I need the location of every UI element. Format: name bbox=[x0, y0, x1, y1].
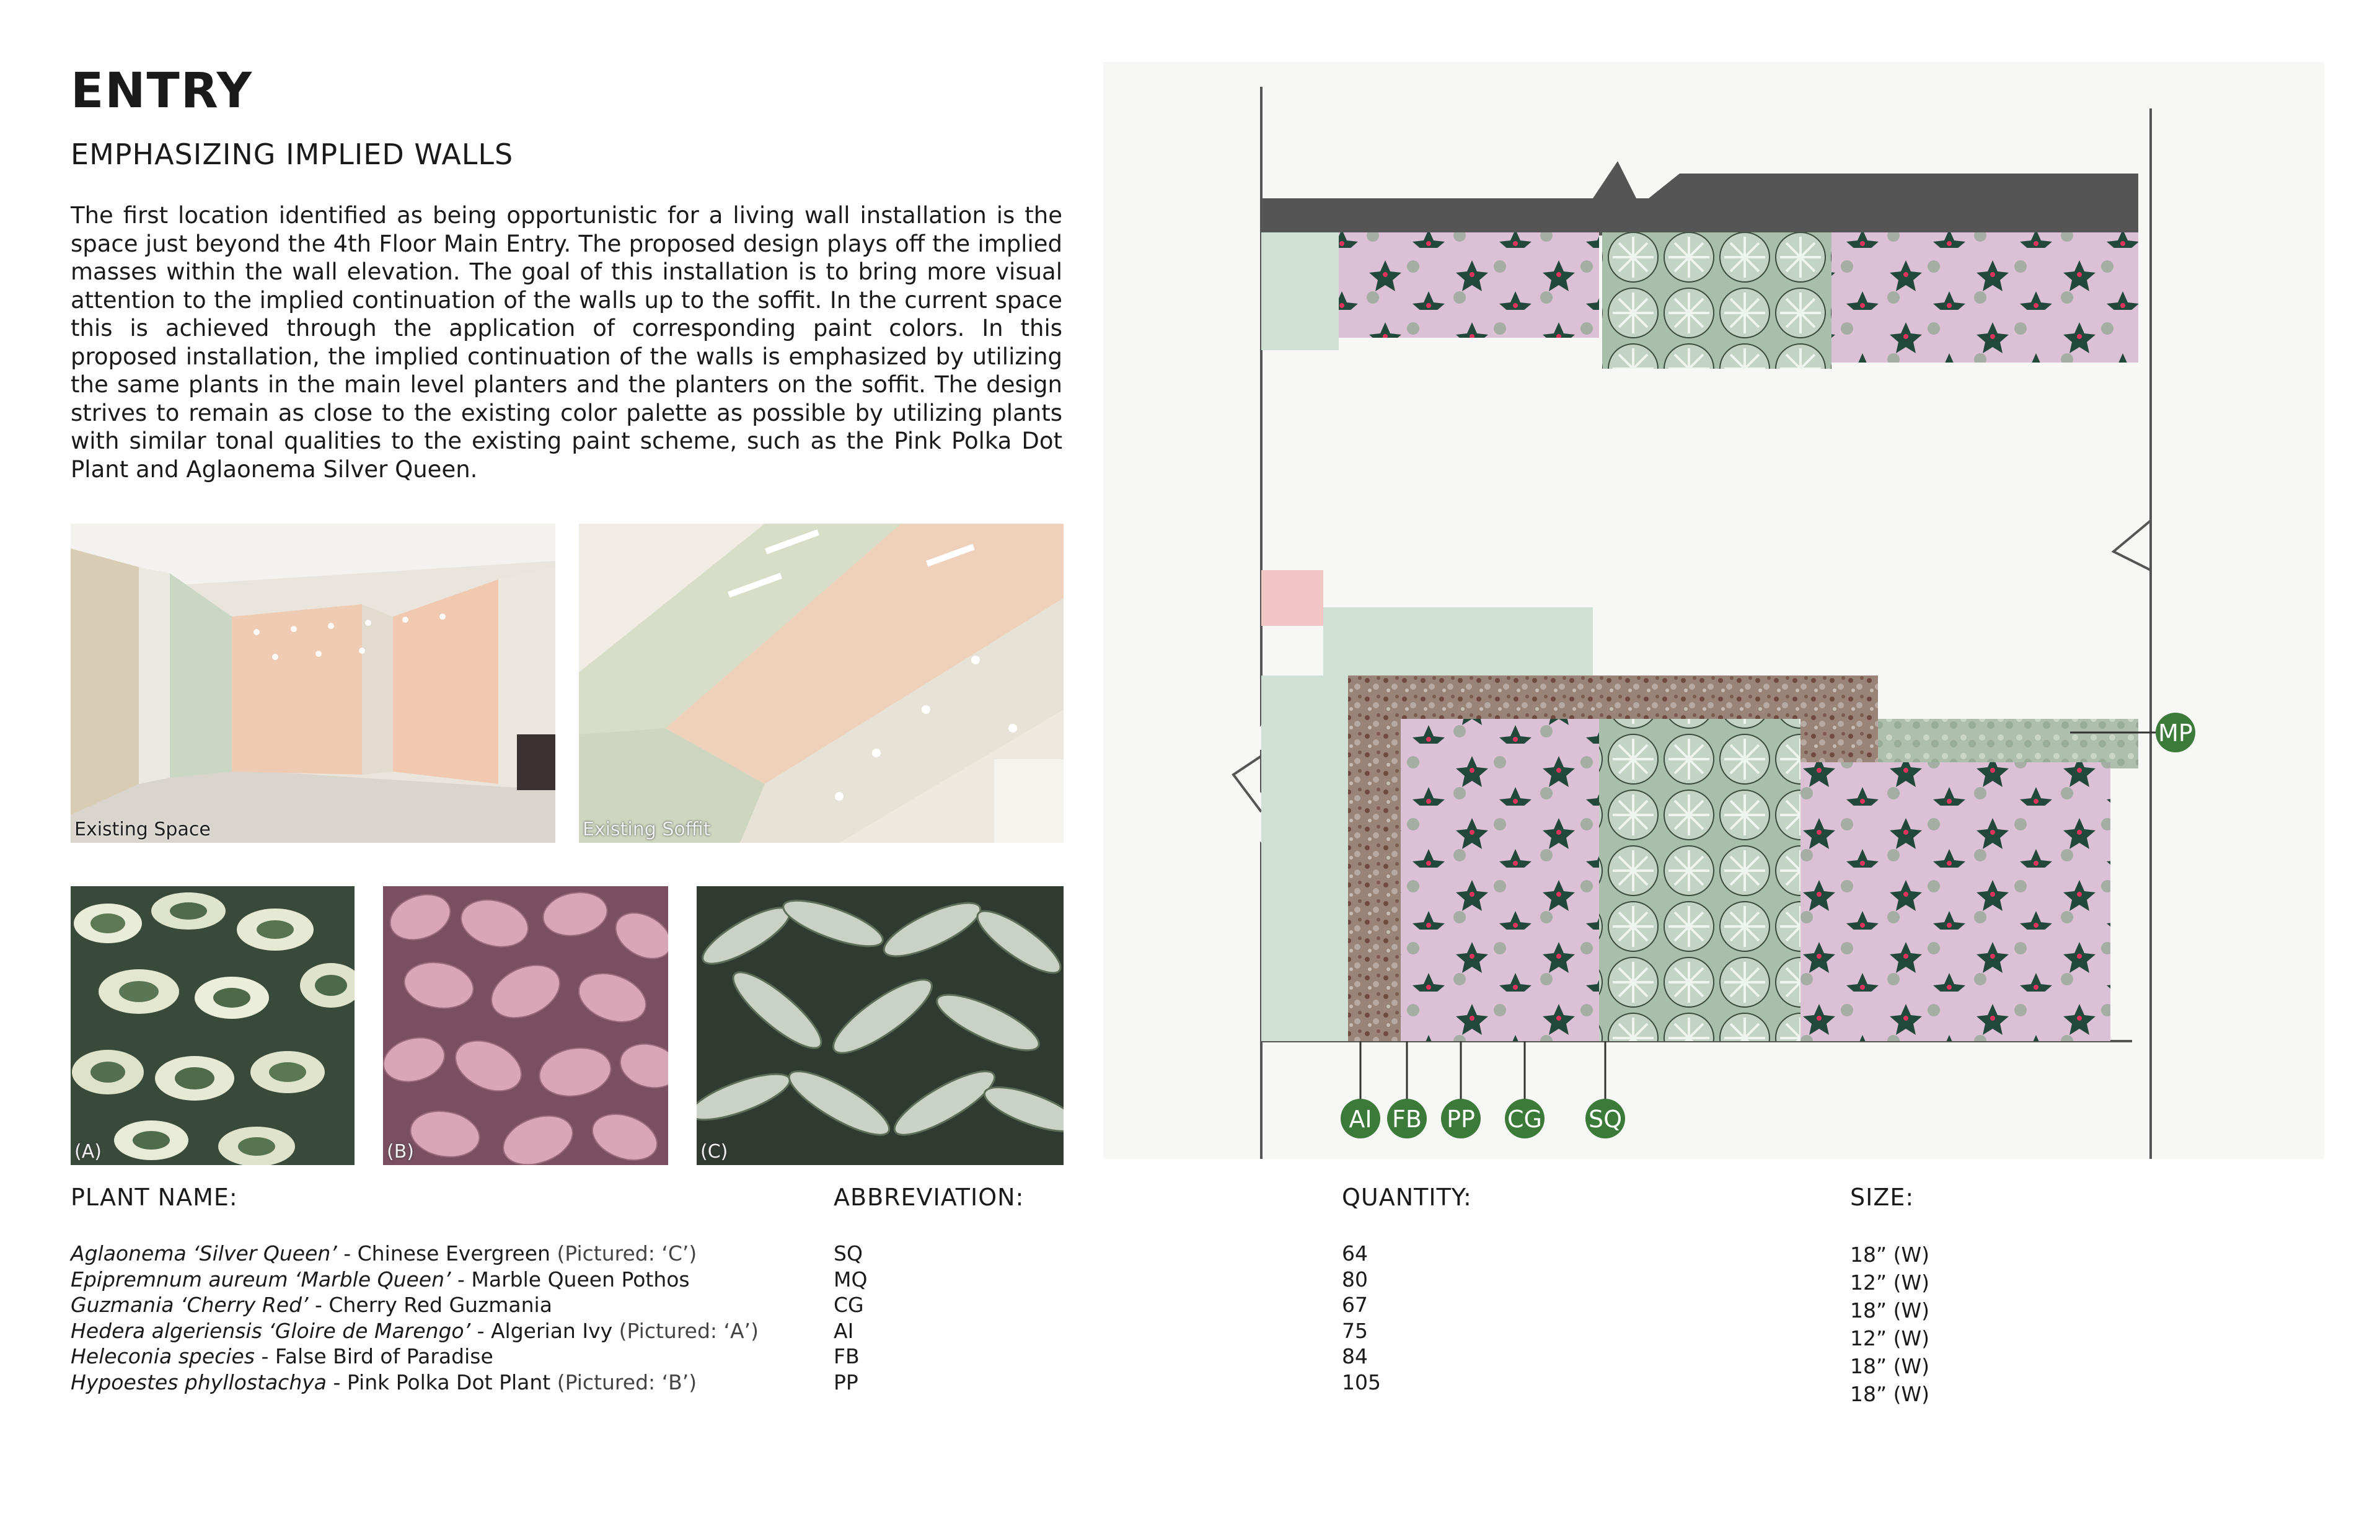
svg-text:SQ: SQ bbox=[1588, 1106, 1623, 1133]
quantity-cell: 105 bbox=[1342, 1370, 1381, 1394]
plant-row: Guzmania ‘Cherry Red’ - Cherry Red Guzmania bbox=[71, 1293, 552, 1317]
plant-name-list bbox=[71, 1241, 759, 1395]
planter-plan-drawing bbox=[1103, 62, 2324, 1159]
abbreviation-cell: MQ bbox=[834, 1267, 868, 1291]
plan-tag-pp bbox=[1441, 1099, 1481, 1138]
quantity-cell: 64 bbox=[1342, 1241, 1368, 1265]
plant-row: Epipremnum aureum ‘Marble Queen’ - Marble Queen Pothos bbox=[71, 1267, 690, 1291]
page-subtitle: EMPHASIZING IMPLIED WALLS bbox=[71, 138, 514, 171]
plant-photo-b bbox=[383, 886, 668, 1165]
pink-polka-dot-image bbox=[383, 886, 668, 1165]
size-cell: 12” (W) bbox=[1850, 1326, 1929, 1350]
plan-svg bbox=[1103, 62, 2324, 1159]
existing-soffit-image bbox=[579, 524, 1064, 843]
intro-paragraph: The first location identified as being opportunistic for a living wall installation is the space just beyond the 4th Floor Main Entry. The proposed design plays off the implied masses within the wall elevation. The goal of this installation is to bring more visual attention to the implied continuation of the walls up to the soffit. In the current space this is achieved through the application of corresponding paint colors. In this proposed installation, the implied continuation of the walls is emphasized by utilizing the same plants in the main level planters and the planters on the soffit. The design strives to remain as close to the existing color palette as possible by utilizing plants with similar tonal qualities to the existing paint scheme, such as the Pink Polka Dot Plant and Aglaonema Silver Queen. bbox=[71, 202, 1062, 483]
abbreviation-cell: SQ bbox=[834, 1241, 863, 1265]
plant-row: Hypoestes phyllostachya - Pink Polka Dot Plant (Pictured: ‘B’) bbox=[71, 1370, 697, 1394]
quantity-list bbox=[1342, 1241, 1381, 1395]
svg-text:FB: FB bbox=[1392, 1106, 1422, 1133]
size-list bbox=[1850, 1241, 1929, 1408]
header-size: SIZE: bbox=[1850, 1184, 1915, 1211]
plant-photo-c bbox=[697, 886, 1064, 1165]
existing-space-photo bbox=[71, 524, 555, 843]
abbreviation-cell: PP bbox=[834, 1370, 858, 1394]
plant-b-caption: (B) bbox=[387, 1141, 414, 1163]
abbreviation-cell: FB bbox=[834, 1344, 860, 1368]
quantity-cell: 80 bbox=[1342, 1267, 1368, 1291]
abbreviation-cell: CG bbox=[834, 1293, 864, 1317]
size-cell: 18” (W) bbox=[1850, 1243, 1929, 1267]
size-cell: 18” (W) bbox=[1850, 1354, 1929, 1378]
existing-space-caption: Existing Space bbox=[74, 819, 211, 840]
header-quantity: QUANTITY: bbox=[1342, 1184, 1472, 1211]
abbreviation-list bbox=[834, 1241, 867, 1395]
existing-space-image bbox=[71, 524, 555, 843]
header-abbreviation: ABBREVIATION: bbox=[834, 1184, 1025, 1211]
algerian-ivy-image bbox=[71, 886, 355, 1165]
svg-text:MP: MP bbox=[2158, 719, 2193, 747]
header-plant-name: PLANT NAME: bbox=[71, 1184, 238, 1211]
existing-soffit-caption: Existing Soffit bbox=[583, 819, 711, 840]
plant-c-caption: (C) bbox=[700, 1141, 728, 1163]
plan-tag-ai bbox=[1341, 1099, 1380, 1138]
plan-tag-mp bbox=[2156, 713, 2195, 752]
svg-text:CG: CG bbox=[1507, 1106, 1542, 1133]
plant-row: Aglaonema ‘Silver Queen’ - Chinese Evergreen (Pictured: ‘C’) bbox=[71, 1241, 697, 1265]
plant-photo-a bbox=[71, 886, 355, 1165]
existing-soffit-photo bbox=[579, 524, 1064, 843]
abbreviation-cell: AI bbox=[834, 1318, 854, 1343]
plan-tag-cg bbox=[1505, 1099, 1545, 1138]
page-title: ENTRY bbox=[71, 63, 253, 119]
svg-text:AI: AI bbox=[1349, 1106, 1372, 1133]
silver-queen-image bbox=[697, 886, 1064, 1165]
plant-a-caption: (A) bbox=[74, 1141, 102, 1163]
quantity-cell: 84 bbox=[1342, 1344, 1368, 1368]
plant-row: Hedera algeriensis ‘Gloire de Marengo’ - Algerian Ivy (Pictured: ‘A’) bbox=[71, 1318, 759, 1343]
plant-row: Heleconia species - False Bird of Paradise bbox=[71, 1344, 493, 1368]
plan-tag-sq bbox=[1585, 1099, 1625, 1138]
size-cell: 12” (W) bbox=[1850, 1270, 1929, 1295]
size-cell: 18” (W) bbox=[1850, 1382, 1929, 1406]
plan-tag-fb bbox=[1387, 1099, 1427, 1138]
svg-text:PP: PP bbox=[1447, 1106, 1475, 1133]
size-cell: 18” (W) bbox=[1850, 1298, 1929, 1322]
quantity-cell: 75 bbox=[1342, 1318, 1368, 1343]
quantity-cell: 67 bbox=[1342, 1293, 1368, 1317]
